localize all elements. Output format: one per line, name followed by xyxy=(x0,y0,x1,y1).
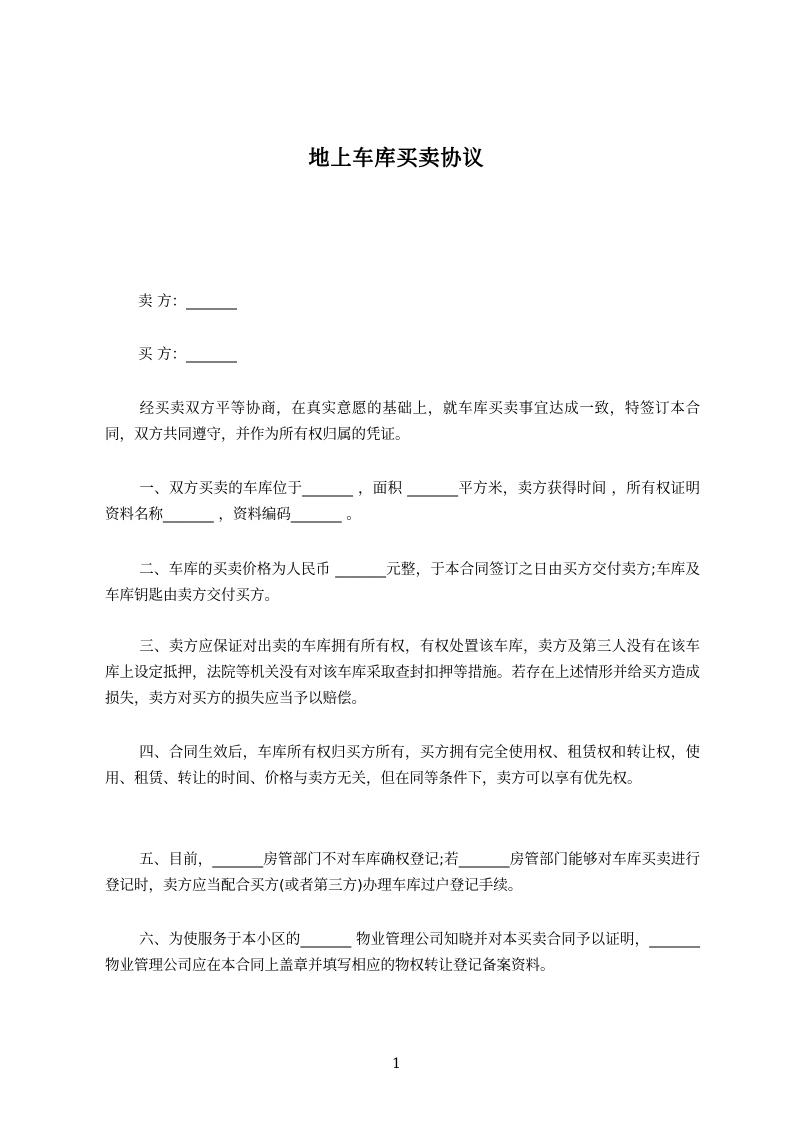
buyer-line: 买 方：_______ xyxy=(138,347,237,363)
page-number: 1 xyxy=(392,1056,401,1072)
clause-6 xyxy=(105,927,700,979)
paragraph-text: 经买卖双方平等协商，在真实意愿的基础上，就车库买卖事宜达成一致，特签订本合同，双方共同遵守，并作为所有权归属的凭证。 xyxy=(105,401,700,443)
paragraph-text: 一、双方买卖的车库位于_______ ，面积 _______平方米，卖方获得时间 ，所有权证明资料名称_______ ，资料编码_______ 。 xyxy=(105,481,700,523)
clause-3 xyxy=(105,634,700,712)
paragraph-text: 四、合同生效后，车库所有权归买方所有，买方拥有完全使用权、租赁权和转让权，使用、租赁、转让的时间、价格与卖方无关，但在同等条件下，卖方可以享有优先权。 xyxy=(105,745,700,787)
paragraph-text: 二、车库的买卖价格为人民币 _______元整，于本合同签订之日由买方交付卖方;车库及车库钥匙由卖方交付买方。 xyxy=(105,562,700,604)
document-title: 地上车库买卖协议 xyxy=(308,146,485,170)
clause-1 xyxy=(105,476,700,528)
paragraph-intro xyxy=(105,396,700,448)
clause-4 xyxy=(105,740,700,792)
clause-5 xyxy=(105,847,700,899)
clause-2 xyxy=(105,557,700,609)
seller-line: 卖 方：_______ xyxy=(138,294,237,310)
paragraph-text: 五、目前，_______房管部门不对车库确权登记;若_______房管部门能够对车库买卖进行登记时，卖方应当配合买方(或者第三方)办理车库过户登记手续。 xyxy=(105,852,700,894)
paragraph-text: 六、为使服务于本小区的_______ 物业管理公司知晓并对本买卖合同予以证明，_______物业管理公司应在本合同上盖章并填写相应的物权转让登记备案资料。 xyxy=(105,932,700,974)
paragraph-text: 三、卖方应保证对出卖的车库拥有所有权，有权处置该车库，卖方及第三人没有在该车库上设定抵押，法院等机关没有对该车库采取查封扣押等措施。若存在上述情形并给买方造成损失，卖方对买方的损失应当予以赔偿。 xyxy=(105,639,700,707)
